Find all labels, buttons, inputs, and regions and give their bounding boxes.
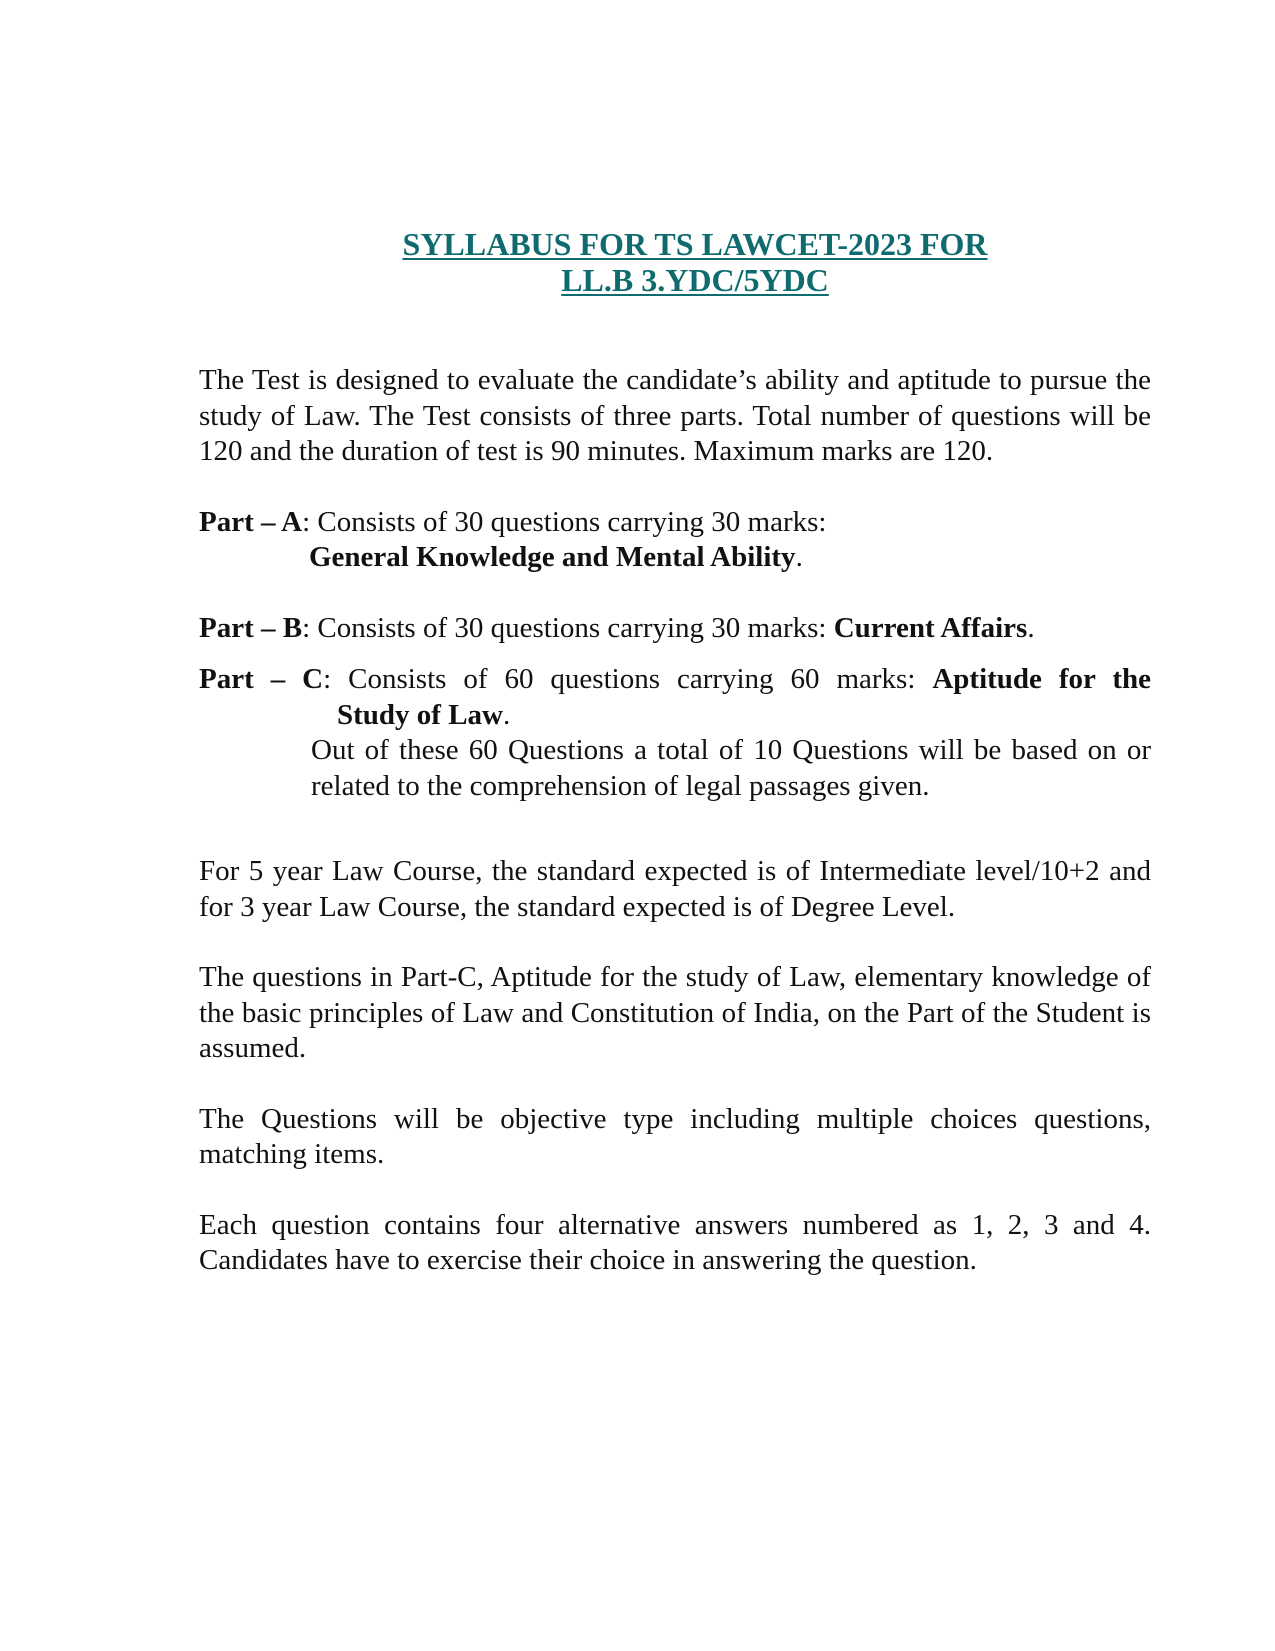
part-b-subject: Current Affairs: [833, 611, 1028, 644]
part-a-subject: General Knowledge and Mental Ability: [309, 541, 796, 573]
part-c-note: Out of these 60 Questions a total of 10 Questions will be based on or related to the comprehension of legal passages given.: [311, 734, 1151, 802]
part-b-section: [199, 611, 1151, 647]
title-line-1: SYLLABUS FOR TS LAWCET-2023 FOR: [402, 226, 988, 262]
document-page: [199, 226, 1151, 1279]
part-c-subject-line2: Study of Law: [337, 698, 503, 731]
answers-paragraph: Each question contains four alternative answers numbered as 1, 2, 3 and 4. Candidates have to exercise their choice in answering the question.: [199, 1208, 1151, 1276]
intro-paragraph: The Test is designed to evaluate the candidate’s ability and aptitude to pursue the study of Law. The Test consists of three parts. Total number of questions will be 120 and the duration of test is 90 minutes. Maximum marks are 120.: [199, 364, 1151, 467]
part-b-text: : Consists of 30 questions carrying 30 marks:: [302, 611, 834, 644]
part-c-knowledge-paragraph: The questions in Part-C, Aptitude for the study of Law, elementary knowledge of the basic principles of Law and Constitution of India, on the Part of the Student is assumed.: [199, 961, 1151, 1064]
part-a-text: : Consists of 30 questions carrying 30 marks:: [302, 505, 827, 538]
part-c-text: : Consists of 60 questions carrying 60 marks:: [323, 663, 933, 695]
part-c-label: Part – C: [199, 663, 324, 695]
part-c-end: .: [503, 698, 511, 731]
part-c-subject-line1: Aptitude for the: [932, 663, 1151, 695]
part-a-label: Part – A: [199, 505, 303, 538]
part-a-section: [199, 505, 1151, 576]
part-c-section: [199, 662, 1151, 804]
part-b-end: .: [1027, 611, 1035, 644]
title-line-2: LL.B 3.YDC/5YDC: [561, 262, 829, 298]
part-b-label: Part – B: [199, 611, 303, 644]
standard-paragraph: For 5 year Law Course, the standard expected is of Intermediate level/10+2 and for 3 year Law Course, the standard expected is of Degree Level.: [199, 855, 1151, 923]
page-title: [199, 226, 1151, 298]
question-type-paragraph: The Questions will be objective type including multiple choices questions, matching items.: [199, 1102, 1151, 1170]
part-a-end: .: [795, 541, 803, 573]
